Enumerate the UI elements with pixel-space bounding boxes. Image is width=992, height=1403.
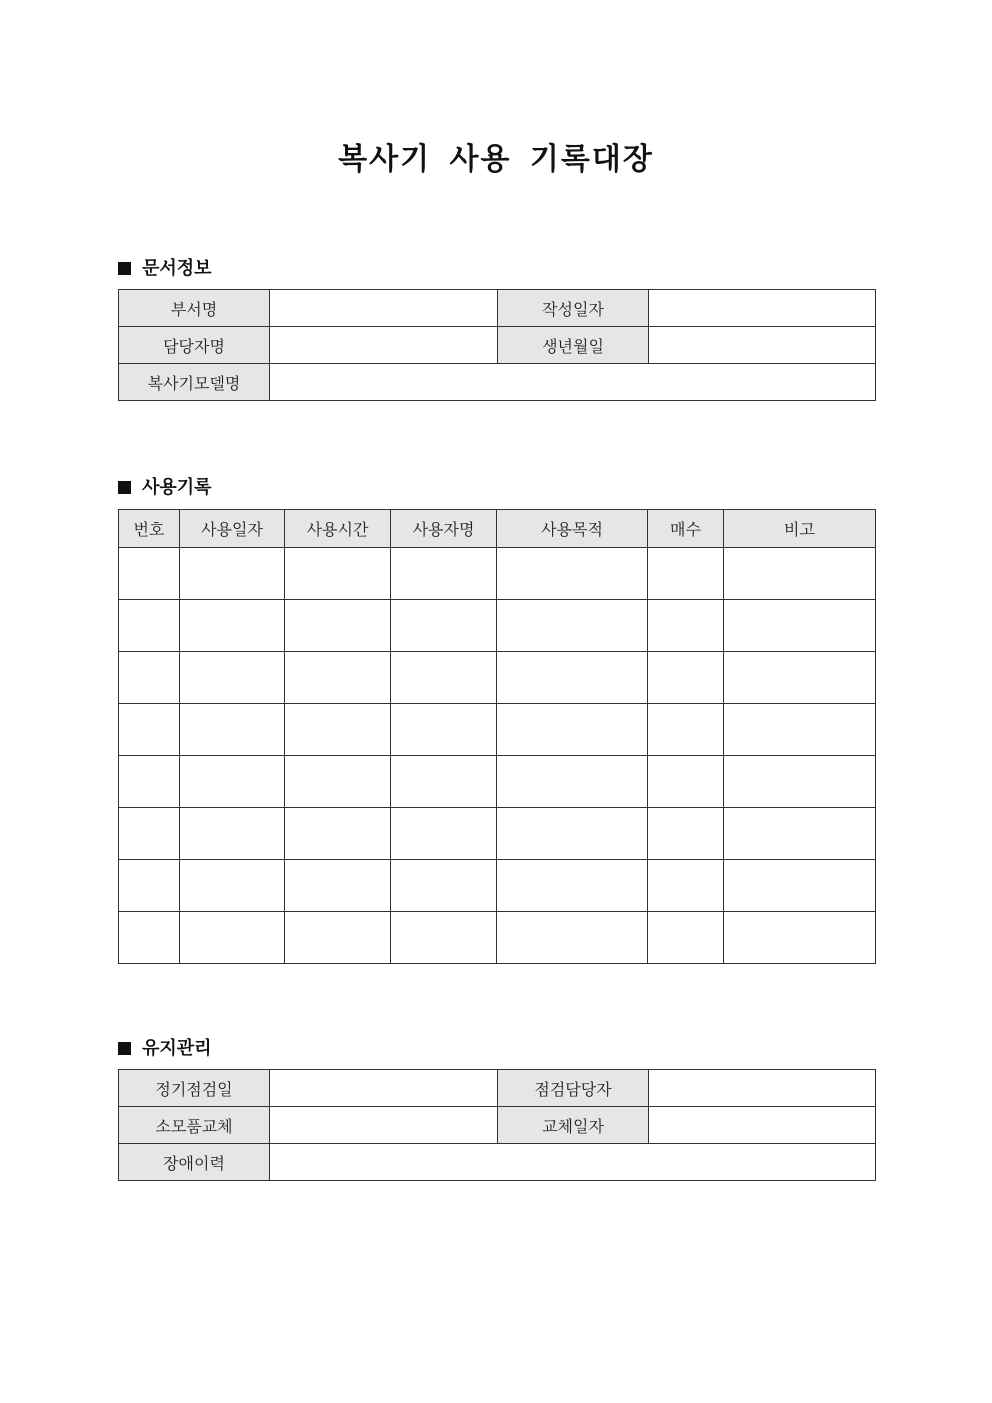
copier-model-field[interactable] xyxy=(270,364,876,401)
failure-history-field[interactable] xyxy=(270,1144,876,1181)
column-header-pages: 매수 xyxy=(648,510,724,548)
label-birth-date: 생년월일 xyxy=(498,327,649,364)
column-header-number: 번호 xyxy=(119,510,180,548)
table-cell[interactable] xyxy=(497,756,648,808)
table-cell[interactable] xyxy=(180,860,285,912)
label-department: 부서명 xyxy=(119,290,270,327)
column-header-time: 사용시간 xyxy=(285,510,391,548)
table-row xyxy=(119,600,876,652)
table-cell[interactable] xyxy=(180,652,285,704)
column-header-date: 사용일자 xyxy=(180,510,285,548)
table-cell[interactable] xyxy=(119,756,180,808)
table-cell[interactable] xyxy=(119,652,180,704)
table-cell[interactable] xyxy=(180,704,285,756)
square-bullet-icon xyxy=(118,262,131,275)
inspector-field[interactable] xyxy=(649,1070,876,1107)
table-cell[interactable] xyxy=(285,548,391,600)
table-cell[interactable] xyxy=(648,808,724,860)
table-cell[interactable] xyxy=(724,756,876,808)
consumable-replacement-field[interactable] xyxy=(270,1107,498,1144)
label-inspector: 점검담당자 xyxy=(498,1070,649,1107)
table-cell[interactable] xyxy=(391,860,497,912)
table-cell[interactable] xyxy=(648,548,724,600)
table-cell[interactable] xyxy=(648,704,724,756)
table-cell[interactable] xyxy=(391,600,497,652)
section-heading-text: 사용기록 xyxy=(142,477,212,498)
table-cell[interactable] xyxy=(285,652,391,704)
table-cell[interactable] xyxy=(285,912,391,964)
table-cell[interactable] xyxy=(391,756,497,808)
table-row xyxy=(119,1144,876,1181)
manager-name-field[interactable] xyxy=(270,327,498,364)
table-cell[interactable] xyxy=(180,756,285,808)
table-cell[interactable] xyxy=(285,600,391,652)
column-header-purpose: 사용목적 xyxy=(497,510,648,548)
table-cell[interactable] xyxy=(119,600,180,652)
table-row xyxy=(119,327,876,364)
column-header-user: 사용자명 xyxy=(391,510,497,548)
label-replacement-date: 교체일자 xyxy=(498,1107,649,1144)
table-cell[interactable] xyxy=(119,912,180,964)
table-cell[interactable] xyxy=(180,548,285,600)
table-cell[interactable] xyxy=(724,860,876,912)
table-cell[interactable] xyxy=(497,912,648,964)
label-copier-model: 복사기모델명 xyxy=(119,364,270,401)
table-cell[interactable] xyxy=(648,600,724,652)
table-cell[interactable] xyxy=(497,704,648,756)
table-row xyxy=(119,548,876,600)
table-cell[interactable] xyxy=(724,600,876,652)
table-cell[interactable] xyxy=(285,808,391,860)
document-title: 복사기 사용 기록대장 xyxy=(338,142,654,177)
table-row xyxy=(119,364,876,401)
section-heading-text: 유지관리 xyxy=(142,1038,212,1059)
table-cell[interactable] xyxy=(648,860,724,912)
table-cell[interactable] xyxy=(180,912,285,964)
label-manager-name: 담당자명 xyxy=(119,327,270,364)
table-cell[interactable] xyxy=(180,808,285,860)
label-consumable-replacement: 소모품교체 xyxy=(119,1107,270,1144)
table-cell[interactable] xyxy=(724,808,876,860)
section-heading-usage xyxy=(118,473,212,499)
table-cell[interactable] xyxy=(391,548,497,600)
square-bullet-icon xyxy=(118,481,131,494)
table-cell[interactable] xyxy=(180,600,285,652)
table-cell[interactable] xyxy=(497,548,648,600)
table-cell[interactable] xyxy=(285,704,391,756)
table-row xyxy=(119,1070,876,1107)
table-cell[interactable] xyxy=(119,808,180,860)
table-cell[interactable] xyxy=(724,652,876,704)
birth-date-field[interactable] xyxy=(649,327,876,364)
inspection-date-field[interactable] xyxy=(270,1070,498,1107)
table-cell[interactable] xyxy=(285,756,391,808)
column-header-remarks: 비고 xyxy=(724,510,876,548)
table-row xyxy=(119,652,876,704)
table-cell[interactable] xyxy=(497,600,648,652)
table-cell[interactable] xyxy=(724,912,876,964)
table-cell[interactable] xyxy=(497,860,648,912)
table-cell[interactable] xyxy=(119,704,180,756)
table-cell[interactable] xyxy=(497,652,648,704)
table-row xyxy=(119,860,876,912)
table-cell[interactable] xyxy=(648,912,724,964)
square-bullet-icon xyxy=(118,1042,131,1055)
table-cell[interactable] xyxy=(119,548,180,600)
section-heading-text: 문서정보 xyxy=(142,258,212,279)
doc-info-table xyxy=(118,289,876,401)
table-row xyxy=(119,808,876,860)
table-cell[interactable] xyxy=(497,808,648,860)
usage-log-table xyxy=(118,509,876,964)
table-cell[interactable] xyxy=(724,704,876,756)
department-field[interactable] xyxy=(270,290,498,327)
replacement-date-field[interactable] xyxy=(649,1107,876,1144)
label-failure-history: 장애이력 xyxy=(119,1144,270,1181)
table-cell[interactable] xyxy=(648,652,724,704)
table-cell[interactable] xyxy=(119,860,180,912)
table-row xyxy=(119,290,876,327)
table-row xyxy=(119,912,876,964)
table-row xyxy=(119,704,876,756)
table-header-row xyxy=(119,510,876,548)
table-row xyxy=(119,756,876,808)
table-row xyxy=(119,1107,876,1144)
table-cell[interactable] xyxy=(285,860,391,912)
table-cell[interactable] xyxy=(648,756,724,808)
table-cell[interactable] xyxy=(391,808,497,860)
table-cell[interactable] xyxy=(724,548,876,600)
table-cell[interactable] xyxy=(391,912,497,964)
table-cell[interactable] xyxy=(391,704,497,756)
label-inspection-date: 정기점검일 xyxy=(119,1070,270,1107)
section-heading-doc-info xyxy=(118,254,212,280)
table-cell[interactable] xyxy=(391,652,497,704)
label-written-date: 작성일자 xyxy=(498,290,649,327)
section-heading-maintenance xyxy=(118,1034,212,1060)
written-date-field[interactable] xyxy=(649,290,876,327)
maintenance-table xyxy=(118,1069,876,1181)
